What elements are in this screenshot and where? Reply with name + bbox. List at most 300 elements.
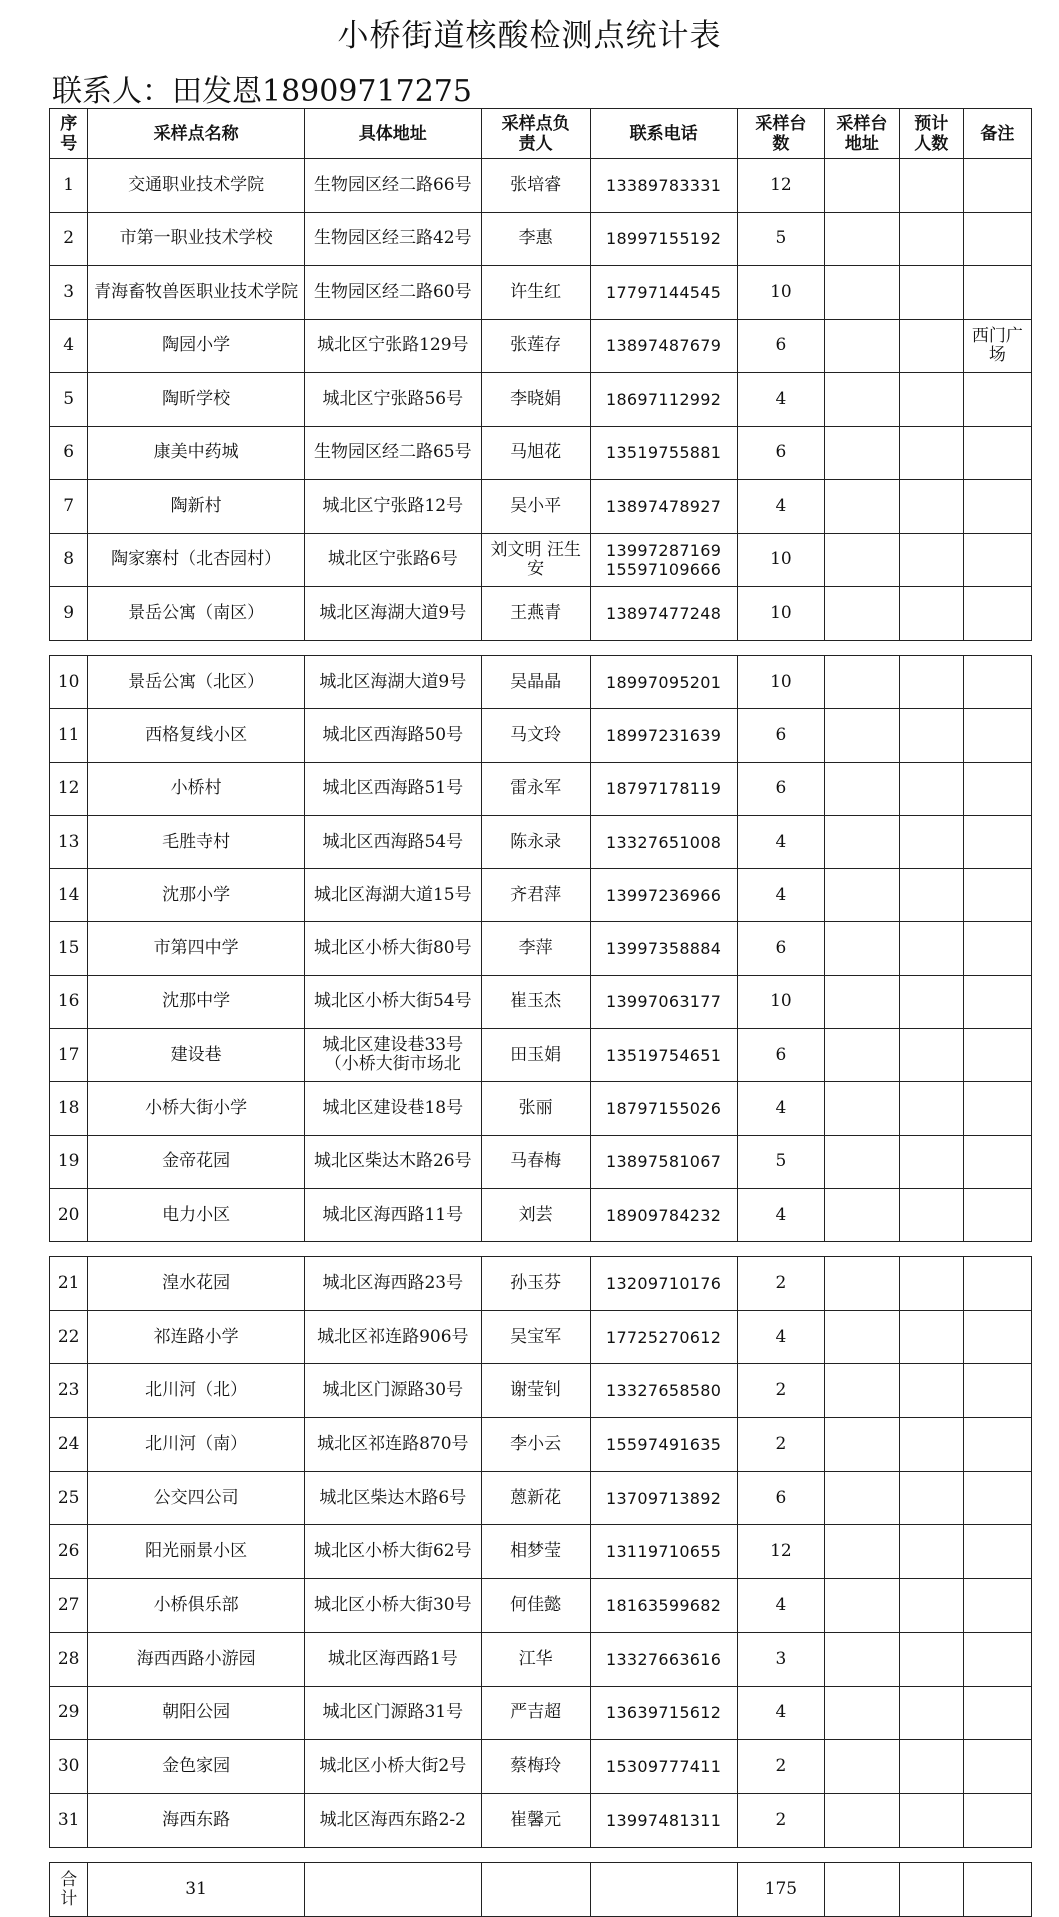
station-address bbox=[825, 426, 900, 480]
site-name: 陶家寨村（北杏园村） bbox=[88, 533, 304, 587]
page-title: 小桥街道核酸检测点统计表 bbox=[337, 18, 722, 54]
row-number: 22 bbox=[50, 1310, 88, 1364]
station-address bbox=[825, 1135, 900, 1188]
site-contact-person: 许生红 bbox=[481, 266, 590, 320]
station-count: 10 bbox=[737, 656, 824, 709]
station-count: 4 bbox=[737, 373, 824, 427]
station-address bbox=[825, 922, 900, 975]
header-6: 采样台 数 bbox=[737, 109, 824, 159]
site-phone: 18797178119 bbox=[590, 762, 737, 815]
table-total bbox=[49, 1862, 1032, 1917]
station-count: 6 bbox=[737, 709, 824, 762]
expected-people bbox=[899, 426, 963, 480]
remarks bbox=[963, 159, 1031, 213]
table-row bbox=[50, 709, 1032, 762]
site-address: 城北区柴达木路6号 bbox=[304, 1471, 481, 1525]
total-label: 合计 bbox=[50, 1863, 88, 1917]
site-name: 毛胜寺村 bbox=[88, 815, 304, 868]
station-count: 12 bbox=[737, 159, 824, 213]
row-number: 17 bbox=[50, 1029, 88, 1082]
station-count: 6 bbox=[737, 426, 824, 480]
table-row bbox=[50, 656, 1032, 709]
total-empty bbox=[825, 1863, 900, 1917]
site-name: 建设巷 bbox=[88, 1029, 304, 1082]
table-row bbox=[50, 533, 1032, 587]
table-row bbox=[50, 1579, 1032, 1633]
site-phone: 13897478927 bbox=[590, 480, 737, 534]
site-name: 景岳公寓（北区） bbox=[88, 656, 304, 709]
table-row bbox=[50, 159, 1032, 213]
remarks bbox=[963, 869, 1031, 922]
station-count: 12 bbox=[737, 1525, 824, 1579]
site-contact-person: 吴小平 bbox=[481, 480, 590, 534]
site-phone: 15597491635 bbox=[590, 1418, 737, 1472]
table-row bbox=[50, 319, 1032, 373]
table-row bbox=[50, 212, 1032, 266]
site-name: 西格复线小区 bbox=[88, 709, 304, 762]
station-count: 4 bbox=[737, 480, 824, 534]
station-address bbox=[825, 319, 900, 373]
expected-people bbox=[899, 656, 963, 709]
site-address: 城北区小桥大街80号 bbox=[304, 922, 481, 975]
expected-people bbox=[899, 1740, 963, 1794]
expected-people bbox=[899, 1257, 963, 1311]
expected-people bbox=[899, 1310, 963, 1364]
station-address bbox=[825, 975, 900, 1028]
site-name: 朝阳公园 bbox=[88, 1686, 304, 1740]
table-row bbox=[50, 762, 1032, 815]
site-phone: 13119710655 bbox=[590, 1525, 737, 1579]
site-contact-person: 李晓娟 bbox=[481, 373, 590, 427]
station-address bbox=[825, 1364, 900, 1418]
remarks bbox=[963, 815, 1031, 868]
site-contact-person: 吴晶晶 bbox=[481, 656, 590, 709]
site-phone: 17797144545 bbox=[590, 266, 737, 320]
row-number: 30 bbox=[50, 1740, 88, 1794]
remarks bbox=[963, 1740, 1031, 1794]
site-contact-person: 蒽新花 bbox=[481, 1471, 590, 1525]
site-phone: 13327663616 bbox=[590, 1632, 737, 1686]
remarks bbox=[963, 1188, 1031, 1241]
row-number: 29 bbox=[50, 1686, 88, 1740]
site-address: 城北区西海路50号 bbox=[304, 709, 481, 762]
remarks bbox=[963, 1525, 1031, 1579]
station-address bbox=[825, 480, 900, 534]
remarks bbox=[963, 1257, 1031, 1311]
site-phone: 15309777411 bbox=[590, 1740, 737, 1794]
expected-people bbox=[899, 1686, 963, 1740]
table-row bbox=[50, 373, 1032, 427]
site-name: 交通职业技术学院 bbox=[88, 159, 304, 213]
header-2: 采样点名称 bbox=[88, 109, 304, 159]
table-row bbox=[50, 1135, 1032, 1188]
station-count: 2 bbox=[737, 1418, 824, 1472]
remarks bbox=[963, 1579, 1031, 1633]
site-address: 城北区祁连路906号 bbox=[304, 1310, 481, 1364]
station-count: 10 bbox=[737, 587, 824, 641]
station-count: 3 bbox=[737, 1632, 824, 1686]
site-address: 城北区建设巷18号 bbox=[304, 1082, 481, 1135]
station-count: 6 bbox=[737, 762, 824, 815]
site-phone: 13519755881 bbox=[590, 426, 737, 480]
site-phone: 13709713892 bbox=[590, 1471, 737, 1525]
expected-people bbox=[899, 1471, 963, 1525]
remarks bbox=[963, 533, 1031, 587]
remarks bbox=[963, 762, 1031, 815]
station-address bbox=[825, 1793, 900, 1847]
site-name: 北川河（南） bbox=[88, 1418, 304, 1472]
row-number: 24 bbox=[50, 1418, 88, 1472]
site-contact-person: 李小云 bbox=[481, 1418, 590, 1472]
site-name: 景岳公寓（南区） bbox=[88, 587, 304, 641]
station-address bbox=[825, 1686, 900, 1740]
header-9: 备注 bbox=[963, 109, 1031, 159]
station-count: 2 bbox=[737, 1364, 824, 1418]
site-phone: 13997236966 bbox=[590, 869, 737, 922]
row-number: 11 bbox=[50, 709, 88, 762]
table-row bbox=[50, 1082, 1032, 1135]
site-name: 小桥大街小学 bbox=[88, 1082, 304, 1135]
station-count: 10 bbox=[737, 975, 824, 1028]
site-phone: 13519754651 bbox=[590, 1029, 737, 1082]
site-name: 沈那中学 bbox=[88, 975, 304, 1028]
remarks bbox=[963, 1686, 1031, 1740]
site-contact-person: 吴宝军 bbox=[481, 1310, 590, 1364]
site-address: 城北区海西路1号 bbox=[304, 1632, 481, 1686]
expected-people bbox=[899, 762, 963, 815]
total-empty bbox=[963, 1863, 1031, 1917]
site-name: 陶园小学 bbox=[88, 319, 304, 373]
site-phone: 18997095201 bbox=[590, 656, 737, 709]
site-name: 电力小区 bbox=[88, 1188, 304, 1241]
station-address bbox=[825, 212, 900, 266]
station-address bbox=[825, 869, 900, 922]
station-count: 6 bbox=[737, 319, 824, 373]
expected-people bbox=[899, 1188, 963, 1241]
site-contact-person: 蔡梅玲 bbox=[481, 1740, 590, 1794]
station-count: 4 bbox=[737, 1082, 824, 1135]
row-number: 5 bbox=[50, 373, 88, 427]
table-row bbox=[50, 869, 1032, 922]
row-number: 21 bbox=[50, 1257, 88, 1311]
site-phone: 13997481311 bbox=[590, 1793, 737, 1847]
header-8: 预计 人数 bbox=[899, 109, 963, 159]
station-count: 4 bbox=[737, 1188, 824, 1241]
site-address: 城北区宁张路56号 bbox=[304, 373, 481, 427]
table-section-2 bbox=[49, 655, 1032, 1242]
site-contact-person: 崔玉杰 bbox=[481, 975, 590, 1028]
table-row bbox=[50, 1364, 1032, 1418]
station-address bbox=[825, 1740, 900, 1794]
site-address: 城北区宁张路12号 bbox=[304, 480, 481, 534]
site-contact-person: 马春梅 bbox=[481, 1135, 590, 1188]
site-name: 小桥俱乐部 bbox=[88, 1579, 304, 1633]
station-count: 4 bbox=[737, 1579, 824, 1633]
site-address: 城北区西海路51号 bbox=[304, 762, 481, 815]
site-name: 阳光丽景小区 bbox=[88, 1525, 304, 1579]
remarks bbox=[963, 373, 1031, 427]
station-address bbox=[825, 656, 900, 709]
row-number: 27 bbox=[50, 1579, 88, 1633]
table-section-1 bbox=[49, 108, 1032, 641]
row-number: 26 bbox=[50, 1525, 88, 1579]
expected-people bbox=[899, 533, 963, 587]
row-number: 10 bbox=[50, 656, 88, 709]
expected-people bbox=[899, 480, 963, 534]
station-count: 2 bbox=[737, 1257, 824, 1311]
site-address: 城北区小桥大街2号 bbox=[304, 1740, 481, 1794]
contact-line: 联系人：田发恩18909717275 bbox=[52, 74, 472, 109]
total-station-count: 175 bbox=[737, 1863, 824, 1917]
site-contact-person: 田玉娟 bbox=[481, 1029, 590, 1082]
site-name: 市第四中学 bbox=[88, 922, 304, 975]
site-address: 城北区海西路11号 bbox=[304, 1188, 481, 1241]
header-1: 序 号 bbox=[50, 109, 88, 159]
site-name: 海西东路 bbox=[88, 1793, 304, 1847]
site-contact-person: 江华 bbox=[481, 1632, 590, 1686]
expected-people bbox=[899, 1525, 963, 1579]
row-number: 2 bbox=[50, 212, 88, 266]
station-count: 5 bbox=[737, 212, 824, 266]
remarks bbox=[963, 1471, 1031, 1525]
expected-people bbox=[899, 975, 963, 1028]
station-address bbox=[825, 1418, 900, 1472]
site-address: 城北区柴达木路26号 bbox=[304, 1135, 481, 1188]
site-address: 城北区建设巷33号（小桥大街市场北 bbox=[304, 1029, 481, 1082]
table-row bbox=[50, 815, 1032, 868]
expected-people bbox=[899, 1632, 963, 1686]
station-address bbox=[825, 587, 900, 641]
remarks bbox=[963, 587, 1031, 641]
table-row bbox=[50, 426, 1032, 480]
remarks bbox=[963, 1029, 1031, 1082]
site-name: 康美中药城 bbox=[88, 426, 304, 480]
table-row bbox=[50, 1310, 1032, 1364]
total-empty bbox=[481, 1863, 590, 1917]
remarks bbox=[963, 1418, 1031, 1472]
expected-people bbox=[899, 373, 963, 427]
station-address bbox=[825, 1029, 900, 1082]
station-address bbox=[825, 1310, 900, 1364]
row-number: 20 bbox=[50, 1188, 88, 1241]
remarks bbox=[963, 1632, 1031, 1686]
remarks bbox=[963, 975, 1031, 1028]
table-row bbox=[50, 587, 1032, 641]
row-number: 18 bbox=[50, 1082, 88, 1135]
station-count: 5 bbox=[737, 1135, 824, 1188]
expected-people bbox=[899, 815, 963, 868]
site-phone: 17725270612 bbox=[590, 1310, 737, 1364]
expected-people bbox=[899, 159, 963, 213]
row-number: 6 bbox=[50, 426, 88, 480]
site-contact-person: 张培睿 bbox=[481, 159, 590, 213]
site-name: 市第一职业技术学校 bbox=[88, 212, 304, 266]
station-count: 4 bbox=[737, 815, 824, 868]
station-count: 2 bbox=[737, 1793, 824, 1847]
site-address: 城北区小桥大街30号 bbox=[304, 1579, 481, 1633]
station-count: 6 bbox=[737, 922, 824, 975]
site-phone: 13897487679 bbox=[590, 319, 737, 373]
station-count: 4 bbox=[737, 1310, 824, 1364]
expected-people bbox=[899, 869, 963, 922]
site-contact-person: 孙玉芬 bbox=[481, 1257, 590, 1311]
table-section-3 bbox=[49, 1256, 1032, 1848]
site-name: 金帝花园 bbox=[88, 1135, 304, 1188]
total-empty bbox=[899, 1863, 963, 1917]
station-count: 10 bbox=[737, 266, 824, 320]
row-number: 9 bbox=[50, 587, 88, 641]
remarks bbox=[963, 426, 1031, 480]
expected-people bbox=[899, 266, 963, 320]
site-phone: 13327658580 bbox=[590, 1364, 737, 1418]
header-3: 具体地址 bbox=[304, 109, 481, 159]
site-contact-person: 王燕青 bbox=[481, 587, 590, 641]
table-row bbox=[50, 1740, 1032, 1794]
header-5: 联系电话 bbox=[590, 109, 737, 159]
site-phone: 13639715612 bbox=[590, 1686, 737, 1740]
station-count: 4 bbox=[737, 869, 824, 922]
site-address: 城北区门源路30号 bbox=[304, 1364, 481, 1418]
station-address bbox=[825, 1257, 900, 1311]
site-name: 祁连路小学 bbox=[88, 1310, 304, 1364]
station-address bbox=[825, 762, 900, 815]
expected-people bbox=[899, 1793, 963, 1847]
row-number: 31 bbox=[50, 1793, 88, 1847]
site-contact-person: 张莲存 bbox=[481, 319, 590, 373]
remarks bbox=[963, 922, 1031, 975]
site-phone: 13997358884 bbox=[590, 922, 737, 975]
station-address bbox=[825, 1188, 900, 1241]
site-name: 沈那小学 bbox=[88, 869, 304, 922]
table-row bbox=[50, 1793, 1032, 1847]
table-row bbox=[50, 480, 1032, 534]
site-address: 城北区西海路54号 bbox=[304, 815, 481, 868]
site-phone: 18797155026 bbox=[590, 1082, 737, 1135]
site-name: 小桥村 bbox=[88, 762, 304, 815]
site-contact-person: 陈永录 bbox=[481, 815, 590, 868]
table-row bbox=[50, 1471, 1032, 1525]
site-phone: 13997063177 bbox=[590, 975, 737, 1028]
site-address: 生物园区经二路60号 bbox=[304, 266, 481, 320]
row-number: 12 bbox=[50, 762, 88, 815]
remarks bbox=[963, 212, 1031, 266]
row-number: 25 bbox=[50, 1471, 88, 1525]
site-address: 城北区宁张路129号 bbox=[304, 319, 481, 373]
site-phone: 18909784232 bbox=[590, 1188, 737, 1241]
expected-people bbox=[899, 922, 963, 975]
expected-people bbox=[899, 1579, 963, 1633]
site-address: 生物园区经三路42号 bbox=[304, 212, 481, 266]
table-row bbox=[50, 975, 1032, 1028]
row-number: 16 bbox=[50, 975, 88, 1028]
station-address bbox=[825, 815, 900, 868]
remarks: 西门广场 bbox=[963, 319, 1031, 373]
remarks bbox=[963, 1135, 1031, 1188]
site-contact-person: 谢莹钊 bbox=[481, 1364, 590, 1418]
remarks bbox=[963, 709, 1031, 762]
site-contact-person: 马文玲 bbox=[481, 709, 590, 762]
station-count: 6 bbox=[737, 1471, 824, 1525]
row-number: 23 bbox=[50, 1364, 88, 1418]
header-7: 采样台 地址 bbox=[825, 109, 900, 159]
row-number: 13 bbox=[50, 815, 88, 868]
row-number: 7 bbox=[50, 480, 88, 534]
site-contact-person: 刘芸 bbox=[481, 1188, 590, 1241]
site-contact-person: 何佳懿 bbox=[481, 1579, 590, 1633]
station-count: 10 bbox=[737, 533, 824, 587]
table-row bbox=[50, 1188, 1032, 1241]
station-address bbox=[825, 159, 900, 213]
remarks bbox=[963, 480, 1031, 534]
row-number: 4 bbox=[50, 319, 88, 373]
expected-people bbox=[899, 1029, 963, 1082]
expected-people bbox=[899, 587, 963, 641]
site-name: 青海畜牧兽医职业技术学院 bbox=[88, 266, 304, 320]
station-address bbox=[825, 1525, 900, 1579]
station-address bbox=[825, 1471, 900, 1525]
table-row bbox=[50, 1632, 1032, 1686]
site-address: 城北区海西东路2-2 bbox=[304, 1793, 481, 1847]
site-phone: 13209710176 bbox=[590, 1257, 737, 1311]
site-contact-person: 马旭花 bbox=[481, 426, 590, 480]
site-contact-person: 刘文明 汪生安 bbox=[481, 533, 590, 587]
site-name: 湟水花园 bbox=[88, 1257, 304, 1311]
remarks bbox=[963, 1082, 1031, 1135]
table-row bbox=[50, 922, 1032, 975]
site-phone: 18997155192 bbox=[590, 212, 737, 266]
station-address bbox=[825, 1632, 900, 1686]
table-row bbox=[50, 1257, 1032, 1311]
site-address: 城北区小桥大街54号 bbox=[304, 975, 481, 1028]
site-name: 陶新村 bbox=[88, 480, 304, 534]
row-number: 1 bbox=[50, 159, 88, 213]
site-address: 城北区门源路31号 bbox=[304, 1686, 481, 1740]
header-row bbox=[50, 109, 1032, 159]
site-address: 生物园区经二路65号 bbox=[304, 426, 481, 480]
site-address: 城北区海西路23号 bbox=[304, 1257, 481, 1311]
expected-people bbox=[899, 1364, 963, 1418]
site-contact-person: 相梦莹 bbox=[481, 1525, 590, 1579]
remarks bbox=[963, 266, 1031, 320]
site-phone: 13389783331 bbox=[590, 159, 737, 213]
site-contact-person: 齐君萍 bbox=[481, 869, 590, 922]
row-number: 28 bbox=[50, 1632, 88, 1686]
table-row bbox=[50, 1029, 1032, 1082]
site-name: 海西西路小游园 bbox=[88, 1632, 304, 1686]
table-row bbox=[50, 1418, 1032, 1472]
site-phone: 13897581067 bbox=[590, 1135, 737, 1188]
site-name: 陶昕学校 bbox=[88, 373, 304, 427]
site-phone: 18697112992 bbox=[590, 373, 737, 427]
table-row bbox=[50, 266, 1032, 320]
site-name: 金色家园 bbox=[88, 1740, 304, 1794]
site-phone: 13897477248 bbox=[590, 587, 737, 641]
remarks bbox=[963, 656, 1031, 709]
site-name: 公交四公司 bbox=[88, 1471, 304, 1525]
site-phone: 13997287169 15597109666 bbox=[590, 533, 737, 587]
site-address: 城北区小桥大街62号 bbox=[304, 1525, 481, 1579]
expected-people bbox=[899, 319, 963, 373]
total-empty bbox=[304, 1863, 481, 1917]
site-contact-person: 雷永军 bbox=[481, 762, 590, 815]
site-phone: 18997231639 bbox=[590, 709, 737, 762]
total-points: 31 bbox=[88, 1863, 304, 1917]
site-address: 城北区祁连路870号 bbox=[304, 1418, 481, 1472]
site-contact-person: 严吉超 bbox=[481, 1686, 590, 1740]
site-contact-person: 李惠 bbox=[481, 212, 590, 266]
row-number: 19 bbox=[50, 1135, 88, 1188]
expected-people bbox=[899, 1135, 963, 1188]
